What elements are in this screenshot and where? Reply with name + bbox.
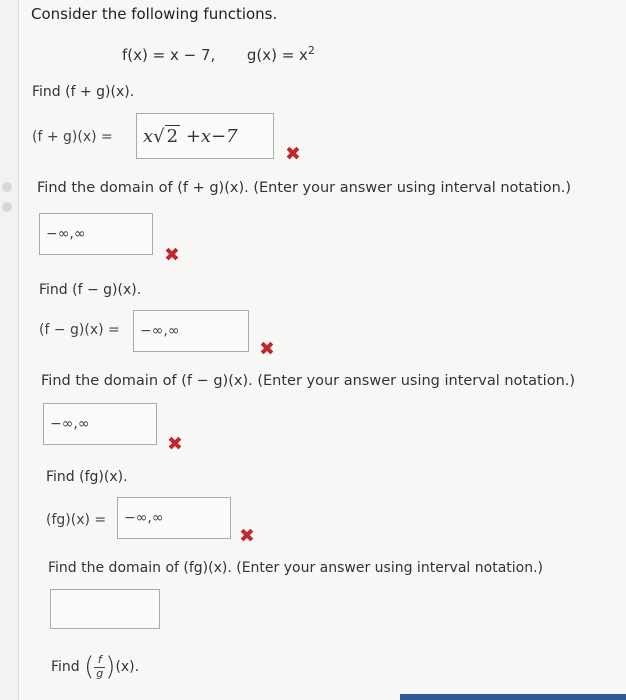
- margin-dot: [2, 202, 12, 212]
- function-definitions: [122, 44, 315, 64]
- page-margin-decoration: [0, 182, 14, 216]
- q4-prompt: Find the domain of (f − g)(x). (Enter your answer using interval notation.): [41, 373, 576, 389]
- q4-answer-field[interactable]: [43, 403, 157, 445]
- q7-open-paren: (: [84, 652, 95, 682]
- q1-label: (f + g)(x) =: [32, 129, 113, 145]
- q5-incorrect-icon: ✖: [239, 525, 255, 547]
- q7-fraction-numerator: f: [94, 654, 105, 667]
- q6-answer-field[interactable]: [50, 589, 160, 629]
- question-panel: [18, 0, 626, 700]
- q1-answer-field[interactable]: [136, 113, 274, 159]
- q3-answer-value: −∞,∞: [140, 323, 180, 339]
- problem-intro: Consider the following functions.: [31, 5, 278, 23]
- q4-incorrect-icon: ✖: [167, 433, 183, 455]
- function-f: f(x) = x − 7,: [122, 46, 216, 64]
- q2-answer-field[interactable]: [39, 213, 153, 255]
- q3-incorrect-icon: ✖: [259, 338, 275, 360]
- margin-dot: [2, 182, 12, 192]
- q2-incorrect-icon: ✖: [164, 244, 180, 266]
- q5-prompt: Find (fg)(x).: [46, 469, 128, 485]
- q7-fraction: [94, 654, 105, 679]
- q7-prompt-suffix: (x).: [115, 659, 140, 675]
- q5-answer-value: −∞,∞: [124, 510, 164, 526]
- function-g-exponent: 2: [307, 44, 315, 57]
- q4-answer-value: −∞,∞: [50, 416, 90, 432]
- q2-prompt: Find the domain of (f + g)(x). (Enter your answer using interval notation.): [37, 180, 572, 196]
- q7-fraction-denominator: g: [96, 666, 104, 680]
- q3-label: (f − g)(x) =: [39, 322, 120, 338]
- q7-prompt: [51, 652, 139, 682]
- q5-label: (fg)(x) =: [46, 512, 107, 528]
- function-g: $g(x) = x^2$: [246, 44, 315, 64]
- q3-prompt: Find (f − g)(x).: [39, 282, 142, 298]
- q1-prompt: Find (f + g)(x).: [32, 84, 135, 100]
- q1-incorrect-icon: ✖: [285, 143, 301, 165]
- q2-answer-value: −∞,∞: [46, 226, 86, 242]
- q3-answer-field[interactable]: [133, 310, 249, 352]
- q7-close-paren: ): [105, 652, 116, 682]
- bottom-accent-bar: [400, 694, 626, 700]
- q6-prompt: Find the domain of (fg)(x). (Enter your answer using interval notation.): [48, 560, 543, 576]
- q5-answer-field[interactable]: [117, 497, 231, 539]
- q7-prompt-prefix: Find: [51, 659, 80, 675]
- q1-answer-value: x√ 2 +x−7: [143, 126, 238, 147]
